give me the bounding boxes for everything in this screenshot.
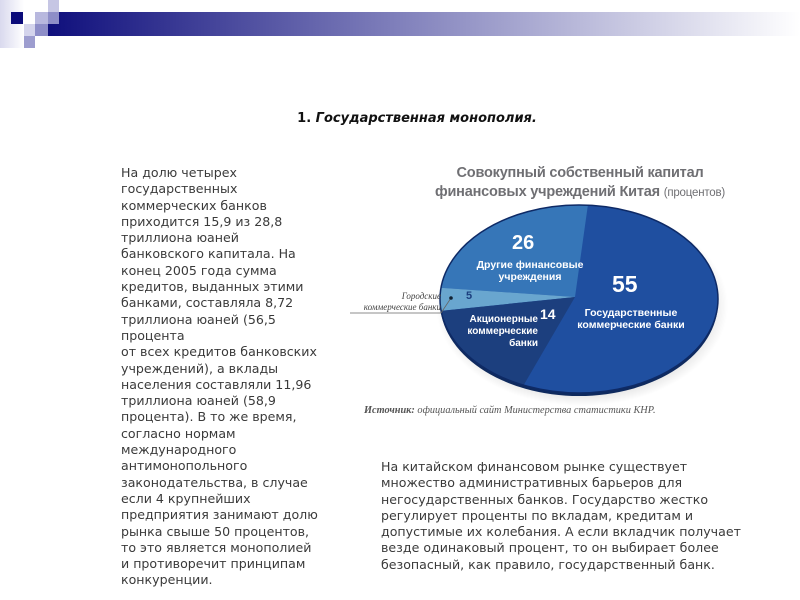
text-line: множество административных барьеров для bbox=[381, 475, 683, 491]
left-paragraph bbox=[121, 165, 336, 589]
label-other-institutions bbox=[455, 259, 605, 283]
chart-title-line1: Совокупный собственный капитал bbox=[456, 165, 704, 181]
value-other-institutions: 26 bbox=[512, 232, 535, 254]
callout-line1: Городские bbox=[401, 291, 441, 301]
text-line: от всех кредитов банковских bbox=[121, 344, 317, 360]
text-line: если 4 крупнейших bbox=[121, 490, 251, 506]
chart-title-unit: (процентов) bbox=[663, 187, 726, 199]
text-line: учреждений), а вклады bbox=[121, 360, 279, 376]
header-decoration bbox=[0, 0, 800, 50]
text-line: конец 2005 года сумма bbox=[121, 262, 277, 278]
text-line: законодательства, в случае bbox=[121, 474, 308, 490]
label-line: коммерческие банки bbox=[577, 319, 685, 331]
text-line: международного bbox=[121, 442, 237, 458]
text-line: триллиона юаней bbox=[121, 230, 239, 246]
title-number: 1. bbox=[297, 111, 312, 126]
label-line: Другие финансовые bbox=[476, 259, 584, 271]
text-line: безопасный, как правило, государственный банк. bbox=[381, 556, 715, 572]
text-line: везде одинаковый процент, то он выбирает более bbox=[381, 540, 719, 556]
text-line: антимонопольного bbox=[121, 458, 248, 474]
chart-source bbox=[364, 405, 656, 416]
label-state-banks bbox=[566, 307, 696, 331]
source-label: Источник: bbox=[364, 405, 415, 416]
text-line: государственных bbox=[121, 181, 238, 197]
text-line: негосударственных банков. Государство жестко bbox=[381, 491, 709, 507]
text-line: приходится 15,9 из 28,8 bbox=[121, 213, 283, 229]
text-line: банками, составляла 8,72 bbox=[121, 295, 294, 311]
right-paragraph bbox=[381, 459, 781, 573]
title-text: Государственная монополия. bbox=[315, 111, 537, 126]
text-line: то это является монополией bbox=[121, 539, 312, 555]
text-line: процента). В то же время, bbox=[121, 409, 297, 425]
text-line: коммерческих банков bbox=[121, 197, 267, 213]
callout-line2: коммерческие банки bbox=[363, 301, 441, 312]
value-city-banks: 5 bbox=[466, 290, 473, 302]
text-line: кредитов, выданных этими bbox=[121, 279, 304, 295]
slide-title bbox=[0, 111, 800, 126]
text-line: триллиона юаней (56,5 bbox=[121, 311, 276, 327]
label-joint-stock-banks bbox=[458, 314, 538, 350]
text-line: банковского капитала. На bbox=[121, 246, 296, 262]
text-line: предприятия занимают долю bbox=[121, 507, 318, 523]
label-line: Акционерные bbox=[469, 314, 538, 325]
text-line: триллиона юаней (58,9 bbox=[121, 393, 276, 409]
source-text: официальный сайт Министерства статистики КНР. bbox=[417, 405, 656, 416]
value-state-banks: 55 bbox=[612, 271, 638, 297]
label-line: коммерческие bbox=[467, 326, 538, 337]
text-line: На китайском финансовом рынке существует bbox=[381, 459, 688, 474]
value-joint-stock-banks: 14 bbox=[540, 306, 556, 322]
chart-title-line2: финансовых учреждений Китая bbox=[434, 184, 660, 200]
text-line: конкуренции. bbox=[121, 572, 213, 588]
text-line: допустимые их колебания. А если вкладчик получает bbox=[381, 524, 741, 540]
text-line: регулирует проценты по вкладам, кредитам и bbox=[381, 507, 694, 523]
label-line: Государственные bbox=[584, 307, 678, 319]
square-dark bbox=[11, 12, 23, 24]
label-line: учреждения bbox=[498, 271, 562, 283]
text-line: процента bbox=[121, 327, 185, 343]
text-line: и противоречит принципам bbox=[121, 556, 306, 572]
callout-city-banks bbox=[350, 291, 441, 312]
text-line: рынка свыше 50 процентов, bbox=[121, 523, 310, 539]
label-line: банки bbox=[509, 338, 538, 349]
text-line: На долю четырех bbox=[121, 165, 237, 180]
text-line: согласно нормам bbox=[121, 425, 236, 441]
text-line: населения составляли 11,96 bbox=[121, 376, 312, 392]
